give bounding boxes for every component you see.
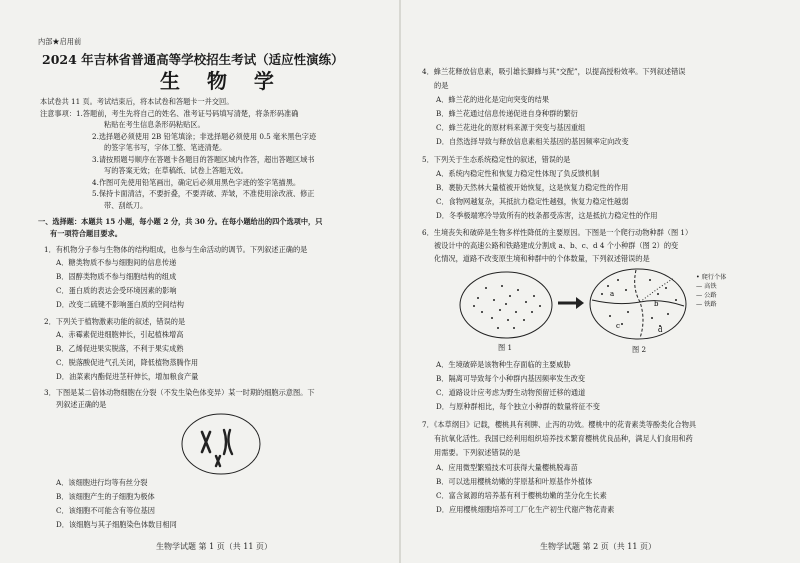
option: C．该细胞不可能含有等位基因: [56, 506, 155, 515]
option: D．与原种群相比，每个独立小种群的数量将征不变: [436, 402, 600, 411]
option: D．应用樱桃细胞培养可工厂化生产初生代谢产物花青素: [436, 505, 615, 514]
legend-item: — 铁路: [696, 301, 717, 308]
option: C．道路设计应考虑为野生动物预留迁移的通道: [436, 388, 586, 397]
question-2-stem: 2．下列关于植物激素功能的叙述，错误的是: [44, 317, 186, 326]
question-7-stem-cont: 用需要。下列叙述错误的是: [434, 448, 521, 457]
option: C．食物网越复杂，其抵抗力稳定性越强，恢复力稳定性越弱: [436, 197, 629, 206]
option: B．乙烯促进果实脱落，不利于果实成熟: [56, 344, 184, 353]
option: B．裹胁天然林大量植被开始恢复，这是恢复力稳定性的作用: [436, 183, 629, 192]
region-label: d: [658, 326, 663, 334]
page-footer: 生物学试题 第 1 页（共 11 页）: [156, 542, 272, 551]
question-6-stem-cont: 化情况，道路不改变原生境和种群中的个体数量，下列叙述错误的是: [434, 254, 650, 263]
option: B．隔离可导致每个小种群内基因频率发生改变: [436, 374, 586, 383]
option: B．固醇类物质不参与细胞结构的组成: [56, 272, 177, 281]
option: D．油菜素内酯促进茎秆伸长，增加粮食产量: [56, 372, 199, 381]
page-2: [400, 0, 800, 563]
question-6-stem: 6．生境丧失和破碎是生物多样性降低的主要原因。下图是一个爬行动物种群（图 1）: [422, 228, 693, 237]
note-line: 3.请按照题号顺序在答题卡各题目的答题区域内作答，超出答题区域书: [92, 155, 315, 164]
option: D．自然选择导致与释放信息素相关基因的基因频率定向改变: [436, 137, 629, 146]
option: A．该细胞进行均等有丝分裂: [56, 478, 148, 487]
region-label: c: [616, 322, 620, 330]
question-1-stem: 1．有机物分子参与生物体的结构组成，也参与生命活动的调节。下列叙述正确的是: [44, 245, 308, 254]
note-line: 的签字笔书写，字体工整、笔迹清楚。: [104, 143, 227, 152]
option: D．改变二硫键不影响蛋白质的空间结构: [56, 300, 184, 309]
subject-title: 生 物 学: [160, 69, 284, 93]
legend-item: • 爬行个体: [696, 274, 727, 281]
note-line: 本试卷共 11 页。考试结束后，将本试卷和答题卡一并交回。: [40, 97, 234, 106]
question-3-stem-cont: 列叙述正确的是: [56, 400, 107, 409]
legend-item: — 高铁: [696, 283, 717, 290]
figure-2-caption: 图 2: [632, 345, 647, 354]
question-4-stem-cont: 的是: [434, 81, 449, 90]
option: A．糖类物质不参与细胞间的信息传递: [56, 258, 177, 267]
option: A．应用微型繁殖技术可获得大量樱桃脱毒苗: [436, 463, 578, 472]
option: D．该细胞与其子细胞染色体数目相同: [56, 520, 177, 529]
section-heading-cont: 有一项符合题目要求。: [50, 229, 122, 238]
option: B．可以选用樱桃幼嫩的芽原基和叶原基作外植体: [436, 477, 593, 486]
note-line: 注意事项：1.答题前，考生先将自己的姓名、准考证号码填写清楚，将条形码准确: [40, 109, 299, 118]
question-6-stem-cont: 被设计中的高速公路和铁路建成分割成 a、b、c、d 4 个小种群（图 2）的变: [434, 241, 679, 250]
arrow-icon: [556, 296, 586, 310]
figure-2-fragmented-population: [588, 266, 688, 342]
question-7-stem: 7．《本草纲目》记载，樱桃具有利脾、止泻的功效。樱桃中的花青素类等酚类化合物具: [422, 420, 697, 429]
question-5-stem: 5．下列关于生态系统稳定性的叙述，错误的是: [422, 155, 571, 164]
secret-label: 内部★启用前: [38, 37, 82, 46]
option: C．富含氮源的培养基有利于樱桃幼嫩的茎分化生长素: [436, 491, 607, 500]
region-label: b: [654, 300, 659, 308]
question-3-stem: 3．下图是某二倍体动物细胞在分裂（不发生染色体变异）某一时期的细胞示意图。下: [44, 388, 315, 397]
note-line: 写的答案无效；在草稿纸、试卷上答题无效。: [104, 166, 248, 175]
option: A．生境破碎是该物种生存面临的主要威胁: [436, 360, 571, 369]
cell-division-figure: [180, 412, 262, 476]
section-heading: 一、选择题：本题共 15 小题，每小题 2 分，共 30 分。在每小题给出的四个选项中，只: [38, 217, 323, 226]
option: B．蜂兰花通过信息传递促进自身种群的繁衍: [436, 109, 578, 118]
option: A．蜂兰花的进化是定向突变的结果: [436, 95, 550, 104]
note-line: 粘贴在考生信息条形码粘贴区。: [104, 120, 205, 129]
page-footer: 生物学试题 第 2 页（共 11 页）: [540, 542, 656, 551]
option: D．冬季极端寒冷导致所有的枝条都受冻害，这是抵抗力稳定性的作用: [436, 211, 658, 220]
option: C．脱落酸促进气孔关闭，降低植物蒸腾作用: [56, 358, 199, 367]
option: C．蜂兰花进化的原材料来源于突变与基因重组: [436, 123, 586, 132]
question-7-stem-cont: 有抗氧化活性。我国已经利用组织培养技术繁育樱桃优良品种，满足人们食用和药: [434, 434, 693, 443]
figure-1-caption: 图 1: [498, 343, 513, 352]
figure-1-population: [458, 270, 554, 340]
note-line: 带、刮纸刀。: [104, 201, 148, 210]
exam-title: 2024 年吉林省普通高等学校招生考试（适应性演练）: [42, 52, 344, 67]
note-line: 5.保持卡面清洁，不要折叠，不要弄破、弄皱，不准使用涂改液、修正: [92, 189, 315, 198]
region-label: a: [610, 290, 615, 298]
option: C．蛋白质的表达会受环境因素的影响: [56, 286, 177, 295]
question-4-stem: 4．蜂兰花释放信息素，吸引雄长脚蜂与其“交配”，以提高授粉效率。下列叙述错误: [422, 67, 686, 76]
legend-item: — 公路: [696, 292, 717, 299]
option: A．赤霉素促进细胞伸长，引起植株增高: [56, 330, 184, 339]
option: B．该细胞产生的子细胞为极体: [56, 492, 155, 501]
note-line: 2.选择题必须使用 2B 铅笔填涂；非选择题必须使用 0.5 毫米黑色字迹: [92, 132, 317, 141]
note-line: 4.作图可先使用铅笔画出，确定后必须用黑色字迹的签字笔描黑。: [92, 178, 301, 187]
option: A．系统内稳定性和恢复力稳定性体现了负反馈机制: [436, 169, 600, 178]
